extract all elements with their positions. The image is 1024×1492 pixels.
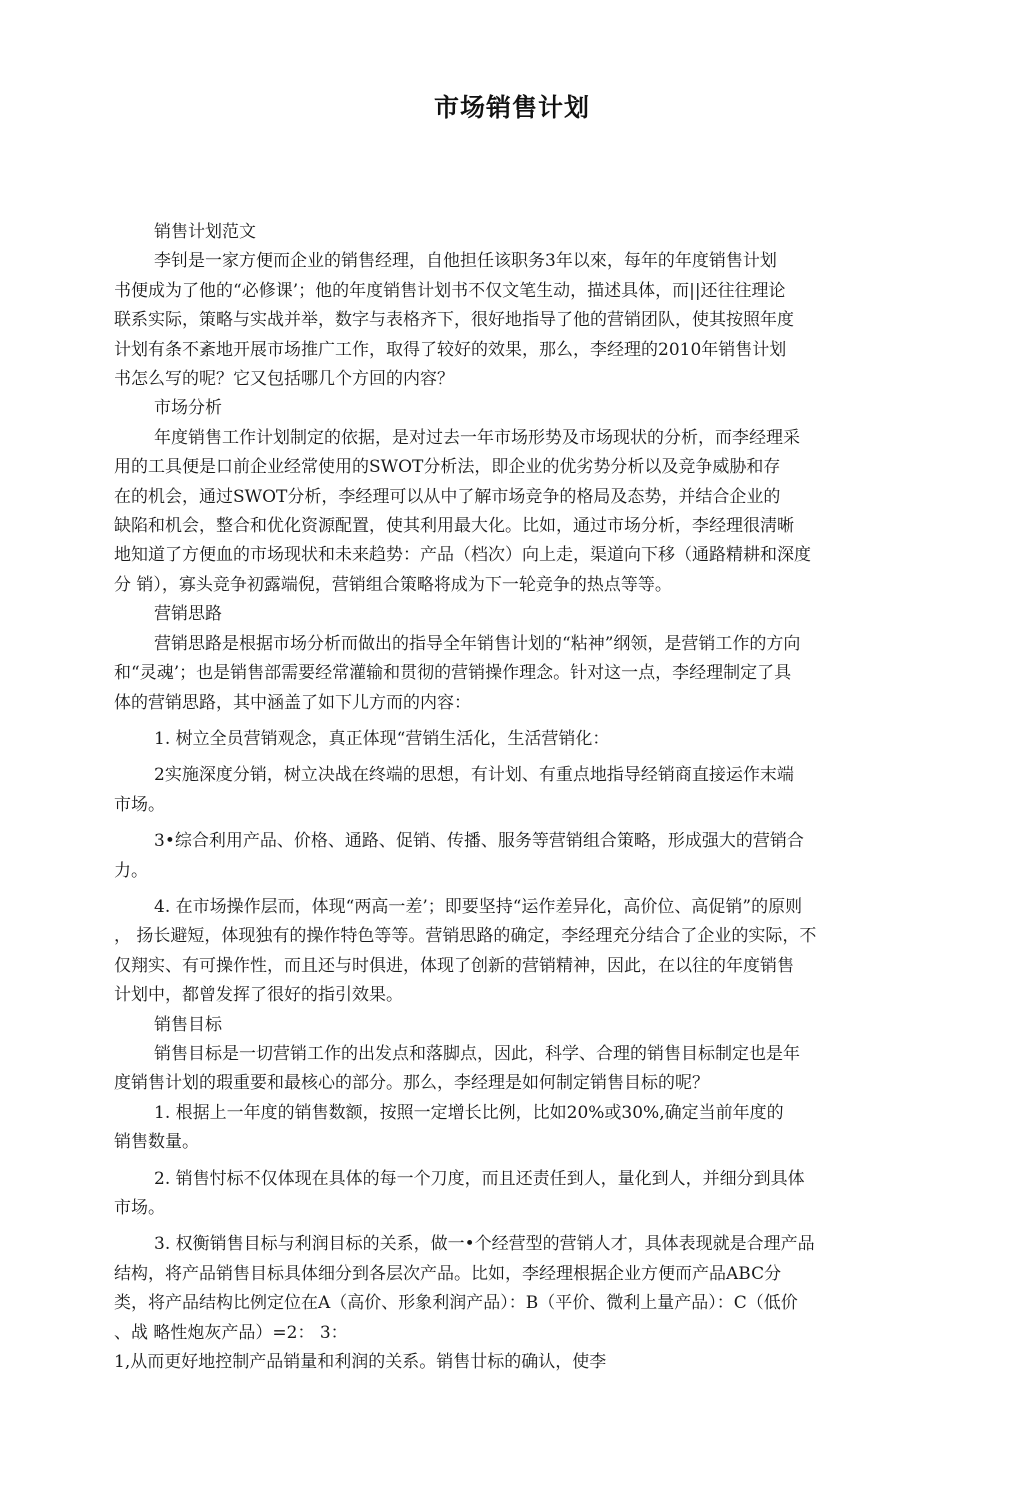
- paragraph-line: 分 销），寡头竞争初露端倪，营销组合策略将成为下一轮竞争的热点等等。: [114, 574, 672, 595]
- document-title: 市场销售计划: [433, 93, 590, 122]
- list-item: 2实施深度分销，树立决战在终端的思想，有计划、有重点地指导经销商直接运作末端: [154, 765, 794, 786]
- list-item: 2. 销售忖标不仅体现在具体的每一个刀度，而且还责任到人，量化到人，并细分到具体: [154, 1168, 805, 1189]
- paragraph-line: 市场。: [114, 794, 165, 815]
- paragraph-line: 销售数量。: [114, 1132, 199, 1153]
- paragraph-line: 书便成为了他的“必修课’；他的年度销售计划书不仅文笔生动，描述具体，而||还往往理论: [114, 280, 786, 301]
- paragraph-line: 体的营销思路，其中涵盖了如下儿方而的内容：: [114, 692, 471, 713]
- list-item: 3•综合利用产品、价格、通路、促销、传播、服务等营销组合策略，形成强大的营销合: [154, 831, 804, 852]
- document-body: [114, 218, 914, 1377]
- paragraph-line: 计划有条不紊地开展市场推广工作，取得了较好的效果，那么，李经理的2010年销售计划: [114, 339, 787, 360]
- paragraph-line: 地知道了方便血的市场现状和未来趋势：产品（档次）向上走，渠道向下移（通路精耕和深度: [114, 545, 811, 566]
- list-item: 1. 树立全员营销观念，真正体现“营销生活化，生活营销化：: [154, 728, 610, 749]
- paragraph-line: 缺陷和机会，整合和优化资源配置，使其利用最大化。比如，通过市场分析，李经理很淸晰: [114, 516, 794, 537]
- paragraph-line: 李钊是一家方便而企业的销售经理，自他担任该职务3年以來，每年的年度销售计划: [154, 251, 777, 272]
- list-item: 4. 在市场操作层而，体现“两高一差’；即要坚持“运作差异化，高价位、高促销”的原则: [154, 896, 803, 917]
- heading-market-analysis: 市场分析: [154, 398, 222, 419]
- paragraph-line: 力。: [114, 860, 148, 881]
- paragraph-line: 仅翔实、有可操作性，而且还与时俱进，体现了创新的营销精神，因此，在以往的年度销售: [114, 955, 794, 976]
- paragraph-line: 计划中，都曾发挥了很好的指引效果。: [114, 985, 403, 1006]
- heading-sales-targets: 销售目标: [154, 1014, 222, 1035]
- paragraph-line: 、战 略性炮灰产品）=2： 3：: [114, 1322, 348, 1343]
- paragraph-line: 1,从而更好地控制产品销量和利润的关系。销售廿标的确认，使李: [114, 1352, 607, 1373]
- paragraph-line: 在的机会，通过SWOT分析，李经理可以从中了解市场竞争的格局及态势，并结合企业的: [114, 486, 781, 507]
- list-item: 1. 根据上一年度的销售数额，按照一定增长比例，比如20%或30%,确定当前年度的: [154, 1102, 784, 1123]
- paragraph-line: 市场。: [114, 1198, 165, 1218]
- paragraph-line: 用的工具便是口前企业经常使用的SWOT分析法，即企业的优劣势分析以及竞争威胁和存: [114, 457, 781, 478]
- paragraph-line: ， 扬长避短，体现独有的操作特色等等。营销思路的确定，李经理充分结合了企业的实际，不: [114, 926, 817, 947]
- paragraph-line: 年度销售工作计划制定的依据，是对过去一年市场形势及市场现状的分析，而李经理采: [154, 427, 800, 448]
- list-item: 3. 权衡销售目标与利润目标的关系，做一•个经营型的营销人才，具体表现就是合理产品: [154, 1234, 815, 1255]
- paragraph-line: 营销思路是根据市场分析而做出的指导全年销售计划的“粘神”纲领，是营销工作的方向: [154, 633, 801, 654]
- heading-sales-plan-sample: 销售计划范文: [154, 222, 256, 242]
- paragraph-line: 和“灵魂’；也是销售部需要经常灌输和贯彻的营销操作理念。针对这一点，李经理制定了具: [114, 663, 792, 684]
- paragraph-line: 结构，将产品销售目标具体细分到各层次产品。比如，李经理根据企业方便而产品ABC分: [114, 1263, 782, 1284]
- paragraph-line: 书怎么写的呢？它又包括哪几个方回的内容？: [114, 369, 454, 390]
- heading-marketing-ideas: 营销思路: [154, 604, 222, 625]
- paragraph-line: 度销售计划的瑕重要和最核心的部分。那么，李经理是如何制定销售目标的呢？: [114, 1073, 709, 1094]
- paragraph-line: 销售目标是一切营销工作的出发点和落脚点，因此，科学、合理的销售目标制定也是年: [154, 1043, 800, 1064]
- paragraph-line: 类，将产品结构比例定位在A（高价、形象利润产品）：B（平价、微利上量产品）：C（低价: [114, 1293, 798, 1314]
- paragraph-line: 联系实际，策略与实战并举，数字与表格齐下，很好地指导了他的营销团队，使其按照年度: [114, 310, 794, 331]
